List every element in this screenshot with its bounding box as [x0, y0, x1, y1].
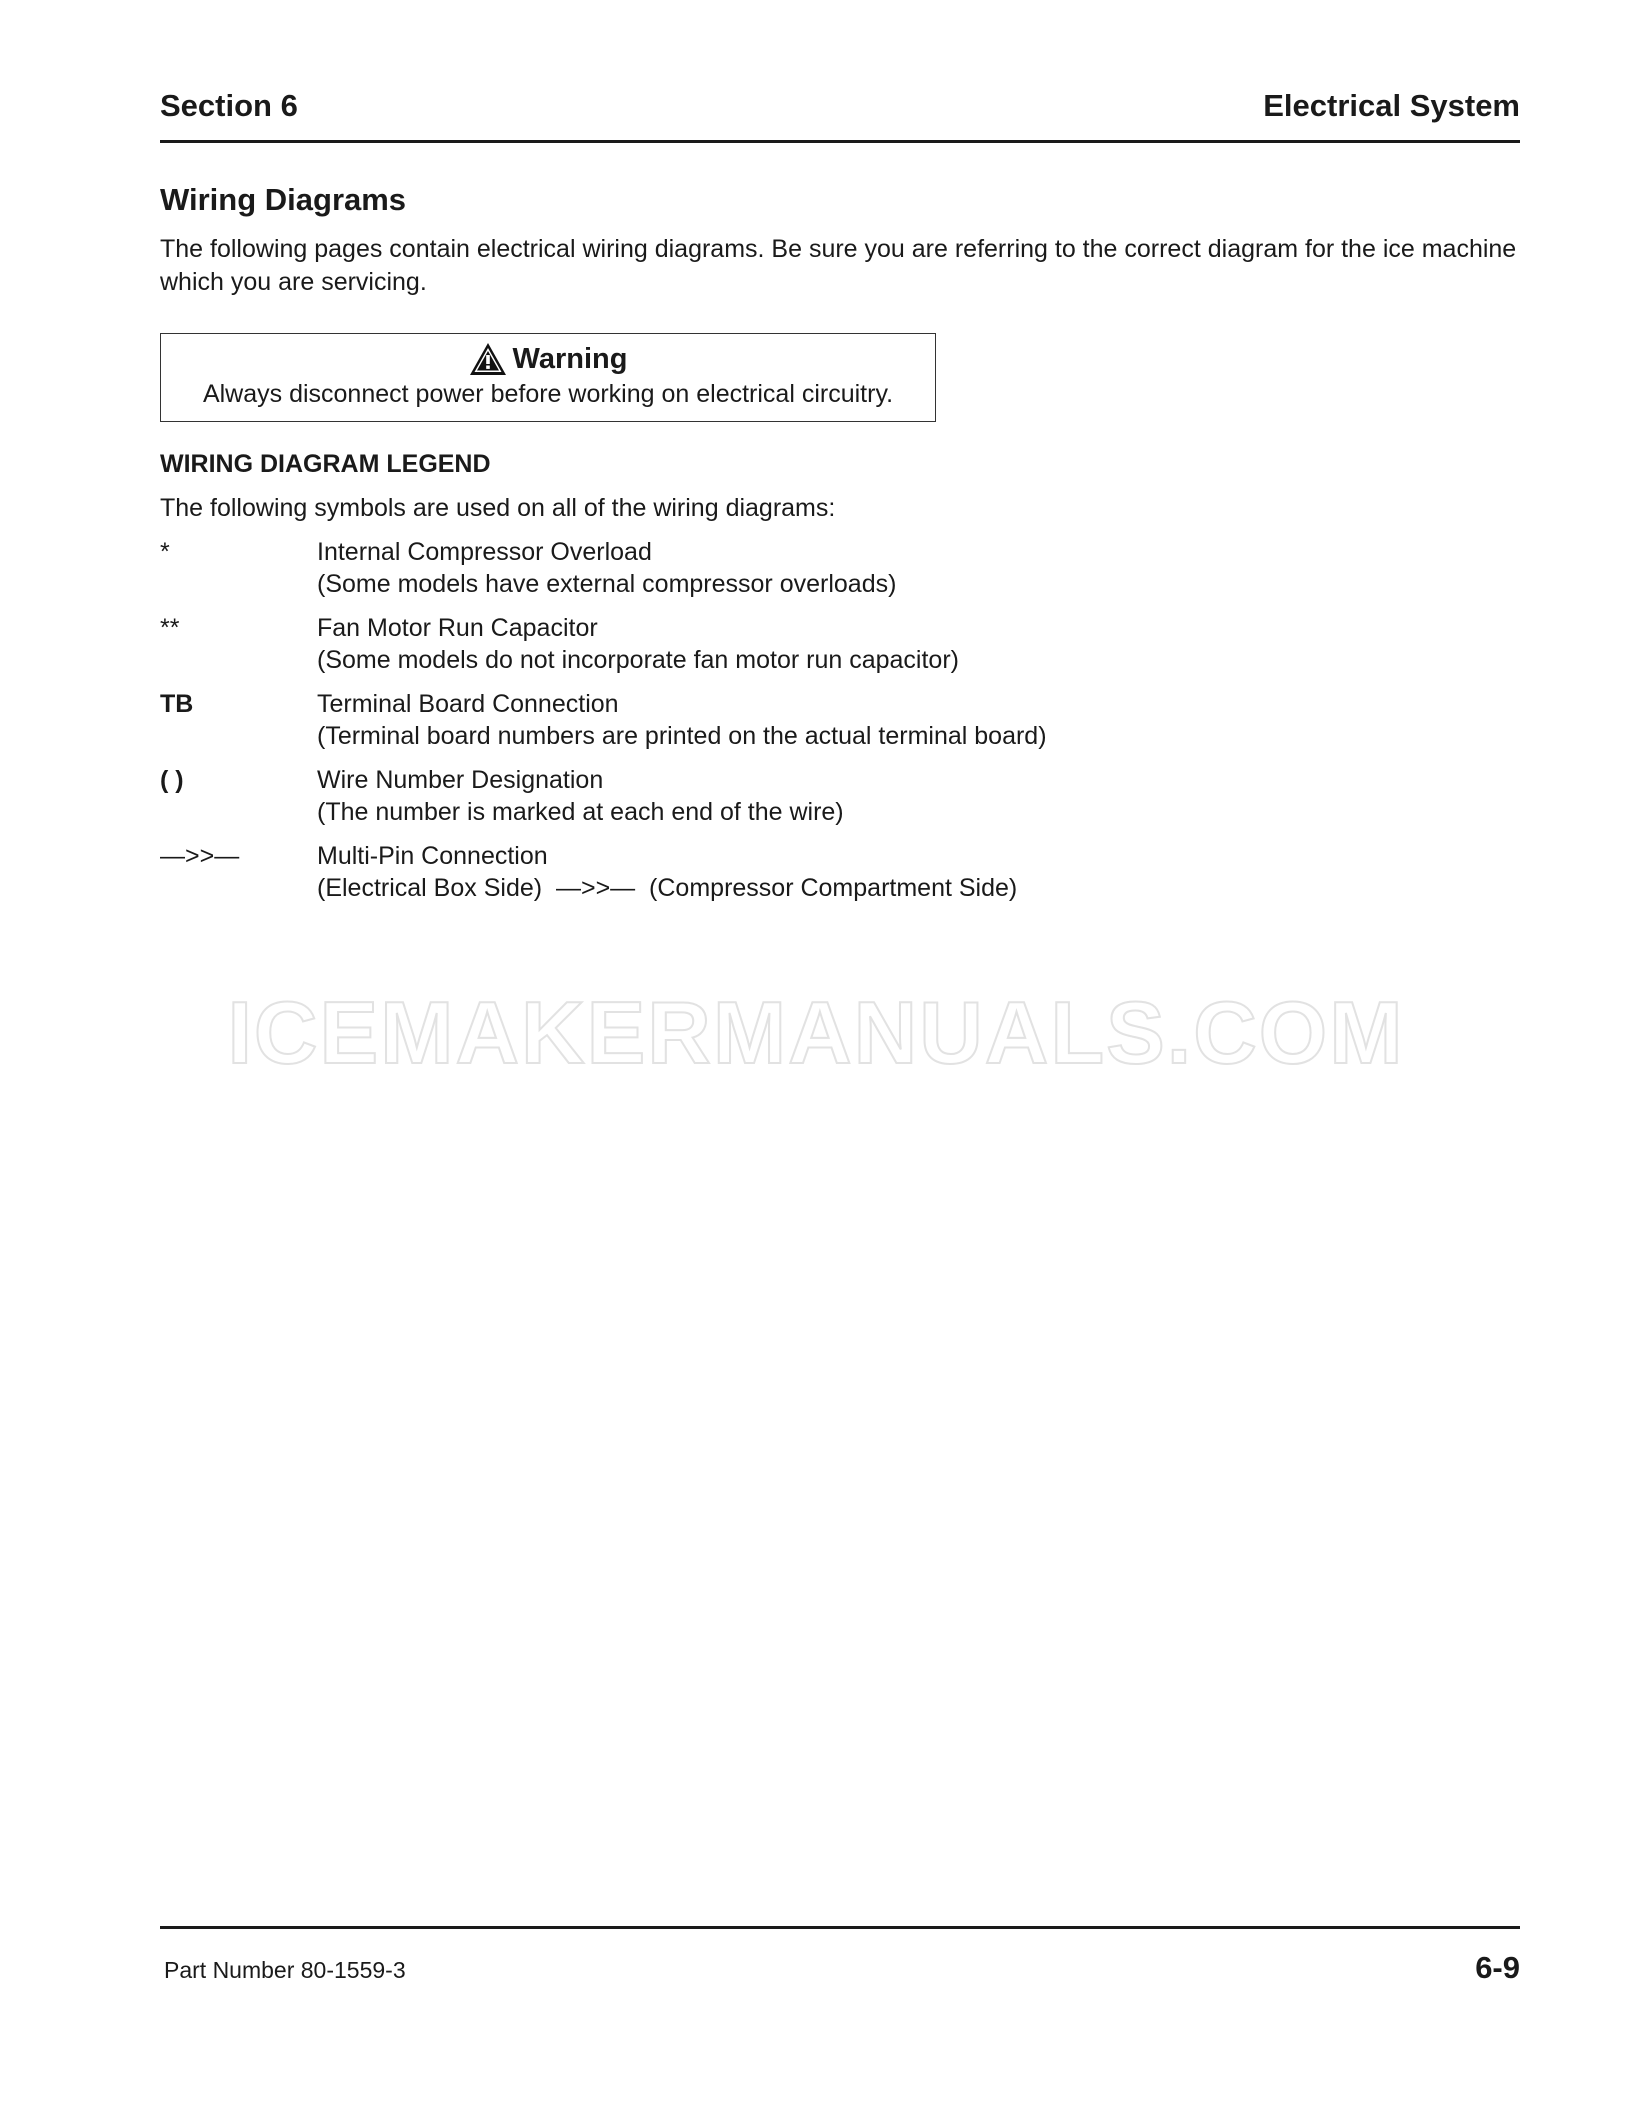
legend-item [160, 688, 1520, 764]
legend-symbol: ( ) [160, 766, 184, 794]
warning-box [160, 333, 936, 422]
legend-item-title: Multi-Pin Connection [317, 842, 548, 870]
legend-item [160, 612, 1520, 688]
warning-heading [161, 340, 935, 378]
legend-description [317, 536, 896, 600]
section-label: Section 6 [160, 88, 298, 123]
legend-item-title: Wire Number Designation [317, 766, 604, 794]
legend-item-note: (Some models do not incorporate fan motor run capacitor) [317, 646, 959, 674]
legend-description [317, 612, 959, 676]
legend-item-note: (The number is marked at each end of the wire) [317, 798, 844, 826]
page-header [160, 86, 1520, 126]
warning-triangle-icon [469, 342, 507, 376]
legend-description [317, 688, 1047, 752]
legend-description [317, 840, 1017, 904]
legend-symbol: TB [160, 690, 194, 718]
legend-item [160, 840, 1520, 916]
legend-intro: The following symbols are used on all of the wiring diagrams: [160, 494, 836, 522]
legend-symbol: ** [160, 614, 180, 642]
page-title: Wiring Diagrams [160, 182, 407, 217]
legend-item [160, 536, 1520, 612]
header-divider [160, 140, 1520, 143]
part-number: Part Number 80-1559-3 [164, 1957, 406, 1983]
page-number: 6-9 [1475, 1950, 1520, 1985]
legend-item-title: Internal Compressor Overload [317, 538, 652, 566]
chapter-label: Electrical System [1263, 88, 1520, 123]
legend-heading: WIRING DIAGRAM LEGEND [160, 450, 491, 478]
watermark: ICEMAKERMANUALS.COM [227, 983, 1405, 1082]
intro-paragraph: The following pages contain electrical wiring diagrams. Be sure you are referring to the correct diagram for the ice machine which you are servicing. [160, 235, 1517, 296]
legend-list [160, 536, 1520, 916]
legend-symbol: * [160, 538, 170, 566]
legend-item-note: (Terminal board numbers are printed on the actual terminal board) [317, 722, 1047, 750]
legend-description [317, 764, 844, 828]
legend-item-title: Fan Motor Run Capacitor [317, 614, 598, 642]
legend-item-note: (Electrical Box Side) —>>— (Compressor Compartment Side) [317, 874, 1018, 902]
legend-symbol: —>>— [160, 842, 240, 870]
legend-item [160, 764, 1520, 840]
footer-divider [160, 1926, 1520, 1929]
warning-title: Warning [512, 342, 628, 375]
legend-item-title: Terminal Board Connection [317, 690, 619, 718]
legend-item-note: (Some models have external compressor overloads) [317, 570, 897, 598]
warning-text: Always disconnect power before working on electrical circuitry. [202, 380, 894, 408]
